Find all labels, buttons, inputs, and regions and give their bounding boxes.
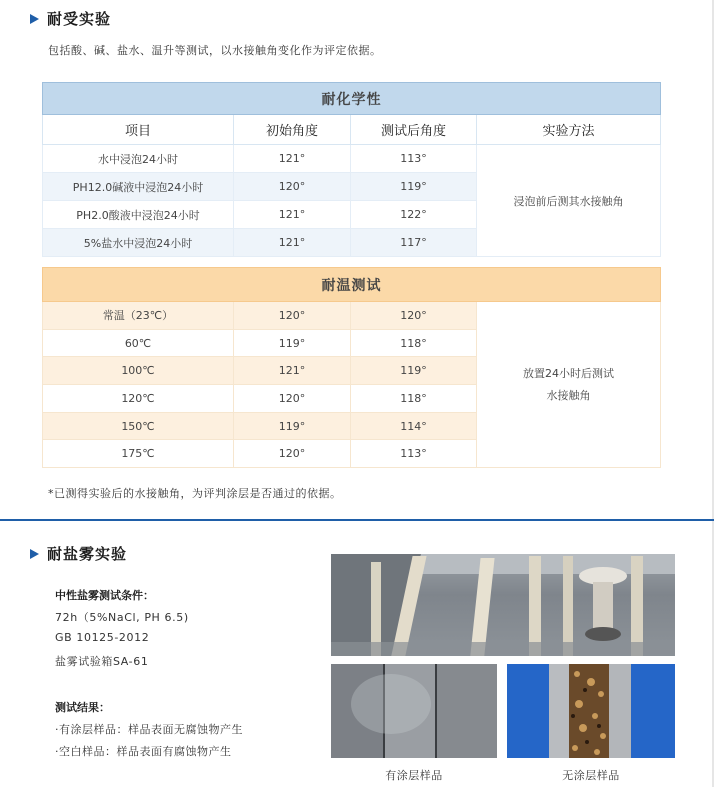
initial-angle-cell: 120°: [234, 173, 351, 201]
results-title: 测试结果：: [55, 701, 110, 714]
column-header: 项目: [43, 115, 234, 145]
result-line: ·有涂层样品：样品表面无腐蚀物产生: [55, 723, 243, 736]
temperature-cell: 60℃: [43, 329, 234, 357]
temperature-cell: 常温（23℃）: [43, 302, 234, 330]
final-angle-cell: 122°: [351, 201, 477, 229]
uncoated-sample-photo: [507, 664, 675, 758]
triangle-bullet-icon: [30, 14, 39, 24]
section-header-salt-spray: [30, 543, 127, 564]
method-line: 水接触角: [546, 388, 591, 402]
initial-angle-cell: 119°: [234, 412, 351, 440]
table-caption: 耐温测试: [43, 268, 661, 302]
final-angle-cell: 113°: [351, 440, 477, 468]
section-title: 耐受实验: [47, 10, 112, 28]
temperature-resistance-table: [42, 267, 661, 468]
section-title: 耐盐雾实验: [47, 545, 128, 563]
table-caption: 耐化学性: [43, 83, 661, 115]
condition-line: 72h（5%NaCl, PH 6.5): [55, 611, 189, 624]
photo-caption: 无涂层样品: [562, 769, 620, 782]
column-header: 实验方法: [477, 115, 661, 145]
section-header-resistance: [30, 8, 111, 29]
initial-angle-cell: 121°: [234, 201, 351, 229]
column-header: 初始角度: [234, 115, 351, 145]
initial-angle-cell: 120°: [234, 302, 351, 330]
final-angle-cell: 117°: [351, 229, 477, 257]
triangle-bullet-icon: [30, 549, 39, 559]
initial-angle-cell: 121°: [234, 357, 351, 385]
column-header: 测试后角度: [351, 115, 477, 145]
result-line: ·空白样品：样品表面有腐蚀物产生: [55, 745, 232, 758]
item-cell: PH12.0碱液中浸泡24小时: [43, 173, 234, 201]
section-intro: 包括酸、碱、盐水、温升等测试，以水接触角变化作为评定依据。: [48, 44, 382, 57]
initial-angle-cell: 120°: [234, 440, 351, 468]
final-angle-cell: 113°: [351, 145, 477, 173]
method-line: 放置24小时后测试: [523, 366, 614, 380]
temperature-cell: 175℃: [43, 440, 234, 468]
final-angle-cell: 118°: [351, 385, 477, 413]
item-cell: 5%盐水中浸泡24小时: [43, 229, 234, 257]
conditions-title: 中性盐雾测试条件：: [55, 589, 154, 602]
final-angle-cell: 114°: [351, 412, 477, 440]
final-angle-cell: 118°: [351, 329, 477, 357]
final-angle-cell: 119°: [351, 357, 477, 385]
initial-angle-cell: 121°: [234, 145, 351, 173]
initial-angle-cell: 121°: [234, 229, 351, 257]
item-cell: 水中浸泡24小时: [43, 145, 234, 173]
initial-angle-cell: 120°: [234, 385, 351, 413]
table-row: [43, 302, 661, 330]
final-angle-cell: 120°: [351, 302, 477, 330]
method-cell: [477, 302, 661, 468]
coated-sample-photo: [331, 664, 497, 758]
chemical-resistance-table: [42, 82, 661, 257]
temperature-cell: 100℃: [43, 357, 234, 385]
final-angle-cell: 119°: [351, 173, 477, 201]
condition-line: 盐雾试验箱SA-61: [55, 655, 149, 668]
salt-spray-chamber-photo: [331, 554, 675, 656]
item-cell: PH2.0酸液中浸泡24小时: [43, 201, 234, 229]
section-divider: [0, 519, 714, 521]
initial-angle-cell: 119°: [234, 329, 351, 357]
method-cell: 浸泡前后测其水接触角: [477, 145, 661, 257]
table-row: [43, 145, 661, 173]
temperature-cell: 150℃: [43, 412, 234, 440]
temperature-cell: 120℃: [43, 385, 234, 413]
condition-line: GB 10125-2012: [55, 631, 150, 644]
photo-caption: 有涂层样品: [385, 769, 443, 782]
footnote: *已测得实验后的水接触角，为评判涂层是否通过的依据。: [48, 487, 342, 500]
